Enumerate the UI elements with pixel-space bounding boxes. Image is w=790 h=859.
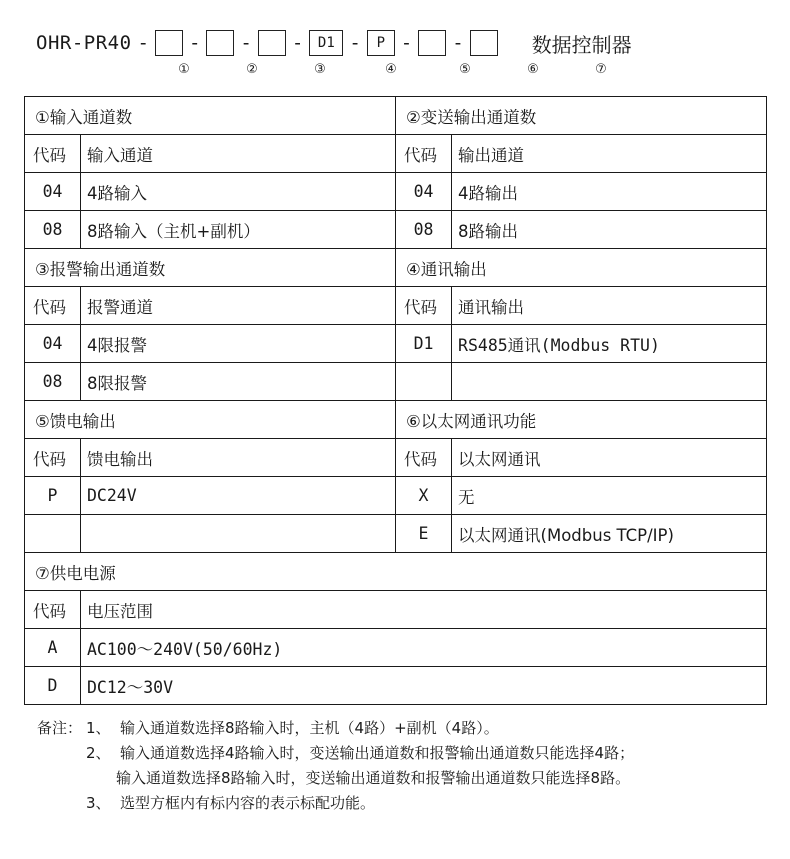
section-7-col-desc: 电压范围 <box>81 591 767 629</box>
section-4-header: ④通讯输出 <box>396 249 767 287</box>
note-1-text: 输入通道数选择8路输入时，主机（4路）+副机（4路）。 <box>120 719 499 737</box>
section-6-col-desc: 以太网通讯 <box>452 439 767 477</box>
table-row <box>25 439 767 477</box>
note-item <box>24 741 766 766</box>
section-3-row-0-code: 04 <box>25 325 81 363</box>
note-item <box>24 716 766 741</box>
model-slot-2[interactable] <box>206 30 234 56</box>
section-4-row-0-desc: RS485通讯(Modbus RTU) <box>452 325 767 363</box>
section-4-row-0-code: D1 <box>396 325 452 363</box>
slot-mark-5: ⑤ <box>459 62 471 77</box>
note-3-num: 3、 <box>86 794 111 812</box>
section-7-col-code: 代码 <box>25 591 81 629</box>
section-4-row-1-code <box>396 363 452 401</box>
section-3-row-0-desc: 4限报警 <box>81 325 396 363</box>
section-7-row-0-desc: AC100～240V(50/60Hz) <box>81 629 767 667</box>
table-row <box>25 553 767 591</box>
table-row <box>25 325 767 363</box>
model-base-name: OHR-PR40 <box>36 32 132 54</box>
section-1-row-0-desc: 4路输入 <box>81 173 396 211</box>
table-row <box>25 591 767 629</box>
product-title: 数据控制器 <box>531 32 632 57</box>
slot-mark-6: ⑥ <box>527 62 539 77</box>
model-dash-4: - <box>291 32 304 54</box>
table-row <box>25 249 767 287</box>
note-1-num: 1、 <box>86 719 111 737</box>
model-slot-7[interactable] <box>470 30 498 56</box>
model-slot-5[interactable]: P <box>367 30 395 56</box>
section-6-row-1-code: E <box>396 515 452 553</box>
section-2-row-1-desc: 8路输出 <box>452 211 767 249</box>
section-2-col-code: 代码 <box>396 135 452 173</box>
slot-mark-2: ② <box>246 62 258 77</box>
section-6-row-1-desc: 以太网通讯(Modbus TCP/IP) <box>452 515 767 553</box>
section-6-header: ⑥以太网通讯功能 <box>396 401 767 439</box>
slot-mark-7: ⑦ <box>595 62 607 77</box>
section-2-row-0-code: 04 <box>396 173 452 211</box>
section-7-header: ⑦供电电源 <box>25 553 767 591</box>
section-4-row-1-desc <box>452 363 767 401</box>
section-7-row-0-code: A <box>25 629 81 667</box>
table-row <box>25 667 767 705</box>
notes-block <box>24 716 766 816</box>
section-1-col-desc: 输入通道 <box>81 135 396 173</box>
section-5-col-desc: 馈电输出 <box>81 439 396 477</box>
note-2-num: 2、 <box>86 744 111 762</box>
section-3-row-1-code: 08 <box>25 363 81 401</box>
model-slot-4[interactable]: D1 <box>309 30 343 56</box>
section-3-col-desc: 报警通道 <box>81 287 396 325</box>
note-2-subtext: 输入通道数选择8路输入时，变送输出通道数和报警输出通道数只能选择8路。 <box>116 769 631 787</box>
model-dash-2: - <box>188 32 201 54</box>
section-1-row-1-desc: 8路输入（主机+副机） <box>81 211 396 249</box>
table-row <box>25 477 767 515</box>
section-7-row-1-code: D <box>25 667 81 705</box>
table-row <box>25 401 767 439</box>
note-item <box>24 791 766 816</box>
model-dash-6: - <box>400 32 413 54</box>
section-2-row-0-desc: 4路输出 <box>452 173 767 211</box>
table-row <box>25 135 767 173</box>
section-3-row-1-desc: 8限报警 <box>81 363 396 401</box>
section-6-row-0-code: X <box>396 477 452 515</box>
note-3-text: 选型方框内有标内容的表示标配功能。 <box>120 794 376 812</box>
model-dash-3: - <box>240 32 252 54</box>
model-dash-7: - <box>452 32 464 54</box>
slot-mark-3: ③ <box>314 62 326 77</box>
section-2-header: ②变送输出通道数 <box>396 97 767 135</box>
section-5-row-0-desc: DC24V <box>81 477 396 515</box>
section-5-row-1-code <box>25 515 81 553</box>
slot-mark-1: ① <box>178 62 190 77</box>
model-code-line <box>36 24 756 84</box>
model-slot-6[interactable] <box>418 30 446 56</box>
notes-label: 备注： <box>36 719 82 737</box>
section-4-col-desc: 通讯输出 <box>452 287 767 325</box>
section-6-col-code: 代码 <box>396 439 452 477</box>
table-row <box>25 211 767 249</box>
slot-mark-4: ④ <box>385 62 397 77</box>
section-5-col-code: 代码 <box>25 439 81 477</box>
table-row <box>25 363 767 401</box>
section-3-header: ③报警输出通道数 <box>25 249 396 287</box>
section-2-col-desc: 输出通道 <box>452 135 767 173</box>
note-2-text: 输入通道数选择4路输入时，变送输出通道数和报警输出通道数只能选择4路； <box>120 744 635 762</box>
table-row <box>25 515 767 553</box>
model-slot-1[interactable] <box>155 30 183 56</box>
section-4-col-code: 代码 <box>396 287 452 325</box>
model-code-row <box>36 24 756 62</box>
model-slot-marks <box>36 62 756 82</box>
section-6-row-0-desc: 无 <box>452 477 767 515</box>
section-1-row-0-code: 04 <box>25 173 81 211</box>
table-row <box>25 97 767 135</box>
section-5-row-0-code: P <box>25 477 81 515</box>
section-3-col-code: 代码 <box>25 287 81 325</box>
model-dash-1: - <box>137 32 149 54</box>
section-1-header: ①输入通道数 <box>25 97 396 135</box>
section-7-row-1-desc: DC12～30V <box>81 667 767 705</box>
table-row <box>25 173 767 211</box>
section-5-row-1-desc <box>81 515 396 553</box>
section-5-header: ⑤馈电输出 <box>25 401 396 439</box>
selection-table <box>24 96 767 705</box>
table-row <box>25 629 767 667</box>
model-dash-5: - <box>349 32 361 54</box>
section-2-row-1-code: 08 <box>396 211 452 249</box>
table-row <box>25 287 767 325</box>
model-slot-3[interactable] <box>258 30 286 56</box>
section-1-col-code: 代码 <box>25 135 81 173</box>
section-1-row-1-code: 08 <box>25 211 81 249</box>
